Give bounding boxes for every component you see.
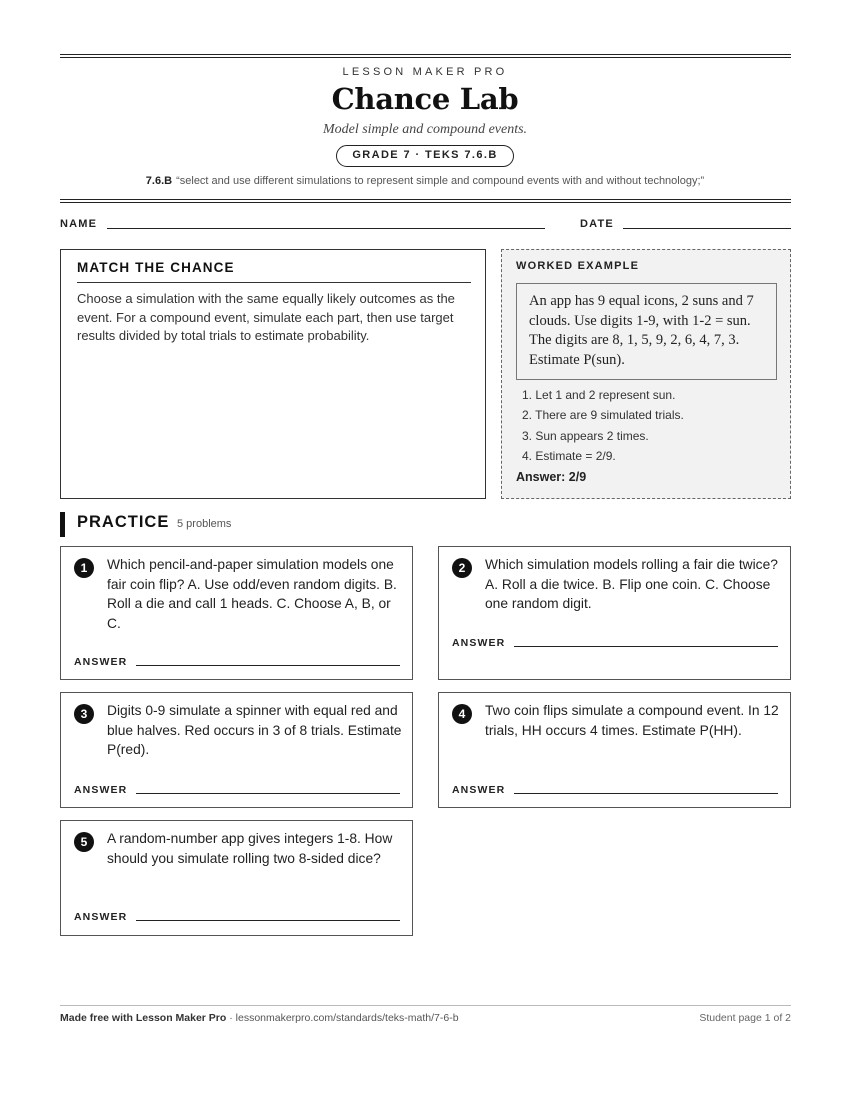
- answer-field[interactable]: [514, 646, 778, 647]
- footer-page-number: Student page 1 of 2: [699, 1012, 791, 1024]
- standard-text: “select and use different simulations to represent simple and compound events with and without technology;”: [176, 175, 705, 187]
- problem-card-2: [438, 546, 791, 680]
- answer-label: ANSWER: [452, 637, 506, 649]
- problem-card-1: [60, 546, 413, 680]
- worked-step: 4. Estimate = 2/9.: [522, 449, 616, 464]
- worked-example-panel: [501, 249, 791, 499]
- problem-card-4: [438, 692, 791, 808]
- practice-accent-bar: [60, 512, 65, 537]
- match-heading: MATCH THE CHANCE: [77, 260, 471, 283]
- match-body: Choose a simulation with the same equally likely outcomes as the event. For a compound event, simulate each part, then use target results divided by total trials to estimate probability.: [77, 291, 455, 343]
- page-subtitle: Model simple and compound events.: [322, 122, 528, 137]
- answer-field[interactable]: [136, 665, 400, 666]
- page-title: Chance Lab: [331, 82, 519, 116]
- worked-example-answer: Answer: 2/9: [516, 470, 587, 484]
- answer-field[interactable]: [136, 793, 400, 794]
- answer-label: ANSWER: [74, 911, 128, 923]
- answer-field[interactable]: [136, 920, 400, 921]
- date-field[interactable]: [623, 228, 791, 229]
- problem-text: Two coin flips simulate a compound event. In 12 trials, HH occurs 4 times. Estimate P(HH).: [485, 703, 779, 738]
- worked-step: 1. Let 1 and 2 represent sun.: [522, 388, 676, 402]
- standard-statement: [0, 175, 850, 187]
- practice-heading: PRACTICE: [77, 513, 170, 531]
- match-the-chance-panel: [60, 249, 486, 499]
- header-bottom-rule: [60, 199, 791, 203]
- problem-number-badge: 5: [74, 832, 94, 852]
- footer-made-with: Made free with Lesson Maker Pro: [60, 1012, 227, 1024]
- problem-number-badge: 4: [452, 704, 472, 724]
- worked-step: 3. Sun appears 2 times.: [522, 428, 649, 443]
- date-label: DATE: [580, 218, 614, 230]
- name-label: NAME: [60, 218, 98, 230]
- answer-label: ANSWER: [74, 656, 128, 668]
- name-field[interactable]: [107, 228, 545, 229]
- problem-text: Digits 0-9 simulate a spinner with equal red and blue halves. Red occurs in 3 of 8 trials. Estimate P(red).: [107, 703, 402, 757]
- footer-rule: [60, 1005, 791, 1006]
- problem-number-badge: 3: [74, 704, 94, 724]
- worked-example-heading: WORKED EXAMPLE: [516, 260, 640, 272]
- problem-card-5: [60, 820, 413, 936]
- answer-label: ANSWER: [452, 784, 506, 796]
- problem-number-badge: 2: [452, 558, 472, 578]
- worked-step: 2. There are 9 simulated trials.: [522, 408, 684, 423]
- problem-text: Which simulation models rolling a fair die twice? A. Roll a die twice. B. Flip one coin. C. Choose one random digit.: [485, 557, 778, 611]
- problem-card-3: [60, 692, 413, 808]
- practice-count: 5 problems: [177, 518, 232, 530]
- brand-name: LESSON MAKER PRO: [342, 66, 508, 78]
- standard-code: 7.6.B: [145, 175, 173, 187]
- footer-credit: [60, 1012, 459, 1024]
- answer-field[interactable]: [514, 793, 778, 794]
- header-top-rule: [60, 54, 791, 58]
- grade-badge: GRADE 7 · TEKS 7.6.B: [336, 145, 514, 167]
- answer-label: ANSWER: [74, 784, 128, 796]
- worked-example-steps: [522, 385, 684, 467]
- problem-text: Which pencil-and-paper simulation models one fair coin flip? A. Use odd/even random digits. B. Roll a die and call 1 heads. C. Choose A, B, or C.: [107, 557, 397, 631]
- problem-number-badge: 1: [74, 558, 94, 578]
- problem-text: A random-number app gives integers 1-8. How should you simulate rolling two 8-sided dice?: [107, 831, 393, 866]
- footer-url: · lessonmakerpro.com/standards/teks-math/7-6-b: [226, 1012, 459, 1024]
- worked-example-problem: An app has 9 equal icons, 2 suns and 7 clouds. Use digits 1-9, with 1-2 = sun. The digits are 8, 1, 5, 9, 2, 6, 4, 7, 3. Estimate P(sun).: [516, 283, 777, 380]
